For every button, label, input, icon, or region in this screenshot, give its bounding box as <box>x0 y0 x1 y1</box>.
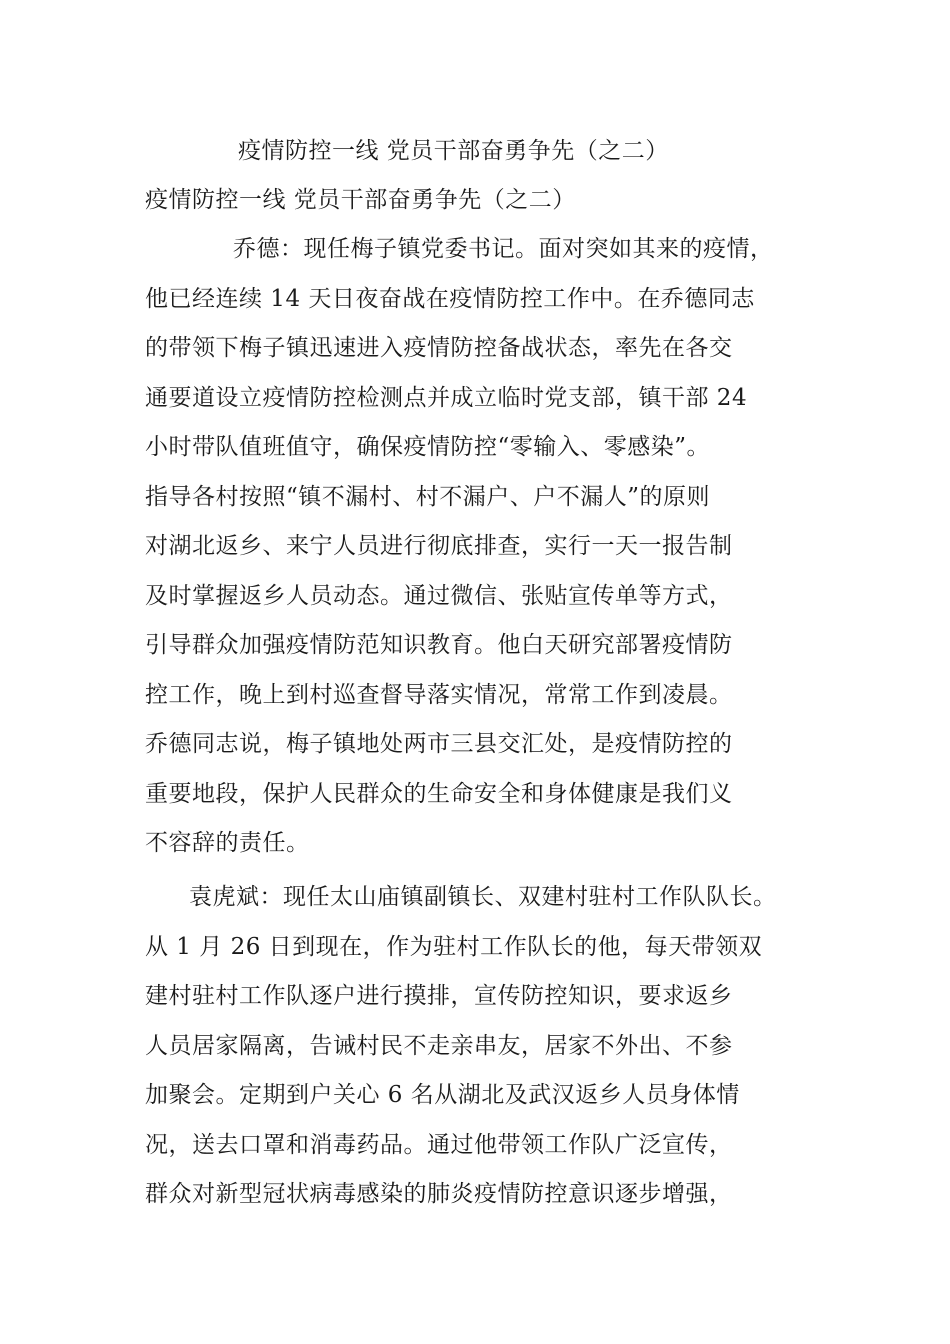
paragraph-qiao-de <box>145 225 835 869</box>
paragraph-line: 袁虎斌：现任太山庙镇副镇长、双建村驻村工作队队长。 <box>189 884 777 910</box>
paragraph-line: 小时带队值班值守，确保疫情防控“零输入、零感染”。 <box>145 434 711 460</box>
paragraph-yuan-hu-bin <box>145 873 835 1220</box>
paragraph-line: 不容辞的责任。 <box>145 830 310 856</box>
paragraph-line: 乔德：现任梅子镇党委书记。面对突如其来的疫情， <box>233 236 774 262</box>
paragraph-line: 重要地段，保护人民群众的生命安全和身体健康是我们义 <box>145 780 733 807</box>
paragraph-line: 及时掌握返乡人员动态。通过微信、张贴宣传单等方式， <box>145 582 733 609</box>
paragraph-line: 加聚会。定期到户关心 6 名从湖北及武汉返乡人员身体情 <box>145 1082 740 1108</box>
paragraph-line: 他已经连续 14 天日夜奋战在疫情防控工作中。在乔德同志 <box>145 285 755 312</box>
paragraph-line: 人员居家隔离，告诫村民不走亲串友，居家不外出、不参 <box>145 1032 733 1059</box>
paragraph-line: 况，送去口罩和消毒药品。通过他带领工作队广泛宣传， <box>145 1131 733 1158</box>
paragraph-line: 通要道设立疫情防控检测点并成立临时党支部，镇干部 24 <box>145 384 748 411</box>
document-title: 疫情防控一线 党员干部奋勇争先（之二） <box>238 138 669 164</box>
paragraph-line: 对湖北返乡、来宁人员进行彻底排查，实行一天一报告制 <box>145 533 733 559</box>
paragraph-line: 建村驻村工作队逐户进行摸排，宣传防控知识，要求返乡 <box>145 983 733 1009</box>
document-heading: 疫情防控一线 党员干部奋勇争先（之二） <box>145 187 576 213</box>
paragraph-line: 群众对新型冠状病毒感染的肺炎疫情防控意识逐步增强， <box>145 1181 733 1207</box>
paragraph-line: 的带领下梅子镇迅速进入疫情防控备战状态，率先在各交 <box>145 335 733 361</box>
paragraph-line: 控工作，晚上到村巡查督导落实情况，常常工作到凌晨。 <box>145 681 733 708</box>
paragraph-line: 从 1 月 26 日到现在，作为驻村工作队长的他，每天带领双 <box>145 933 763 960</box>
paragraph-line: 乔德同志说，梅子镇地处两市三县交汇处，是疫情防控的 <box>145 731 733 757</box>
paragraph-line: 指导各村按照“镇不漏村、村不漏户、户不漏人”的原则 <box>145 483 711 510</box>
paragraph-line: 引导群众加强疫情防范知识教育。他白天研究部署疫情防 <box>145 632 733 658</box>
